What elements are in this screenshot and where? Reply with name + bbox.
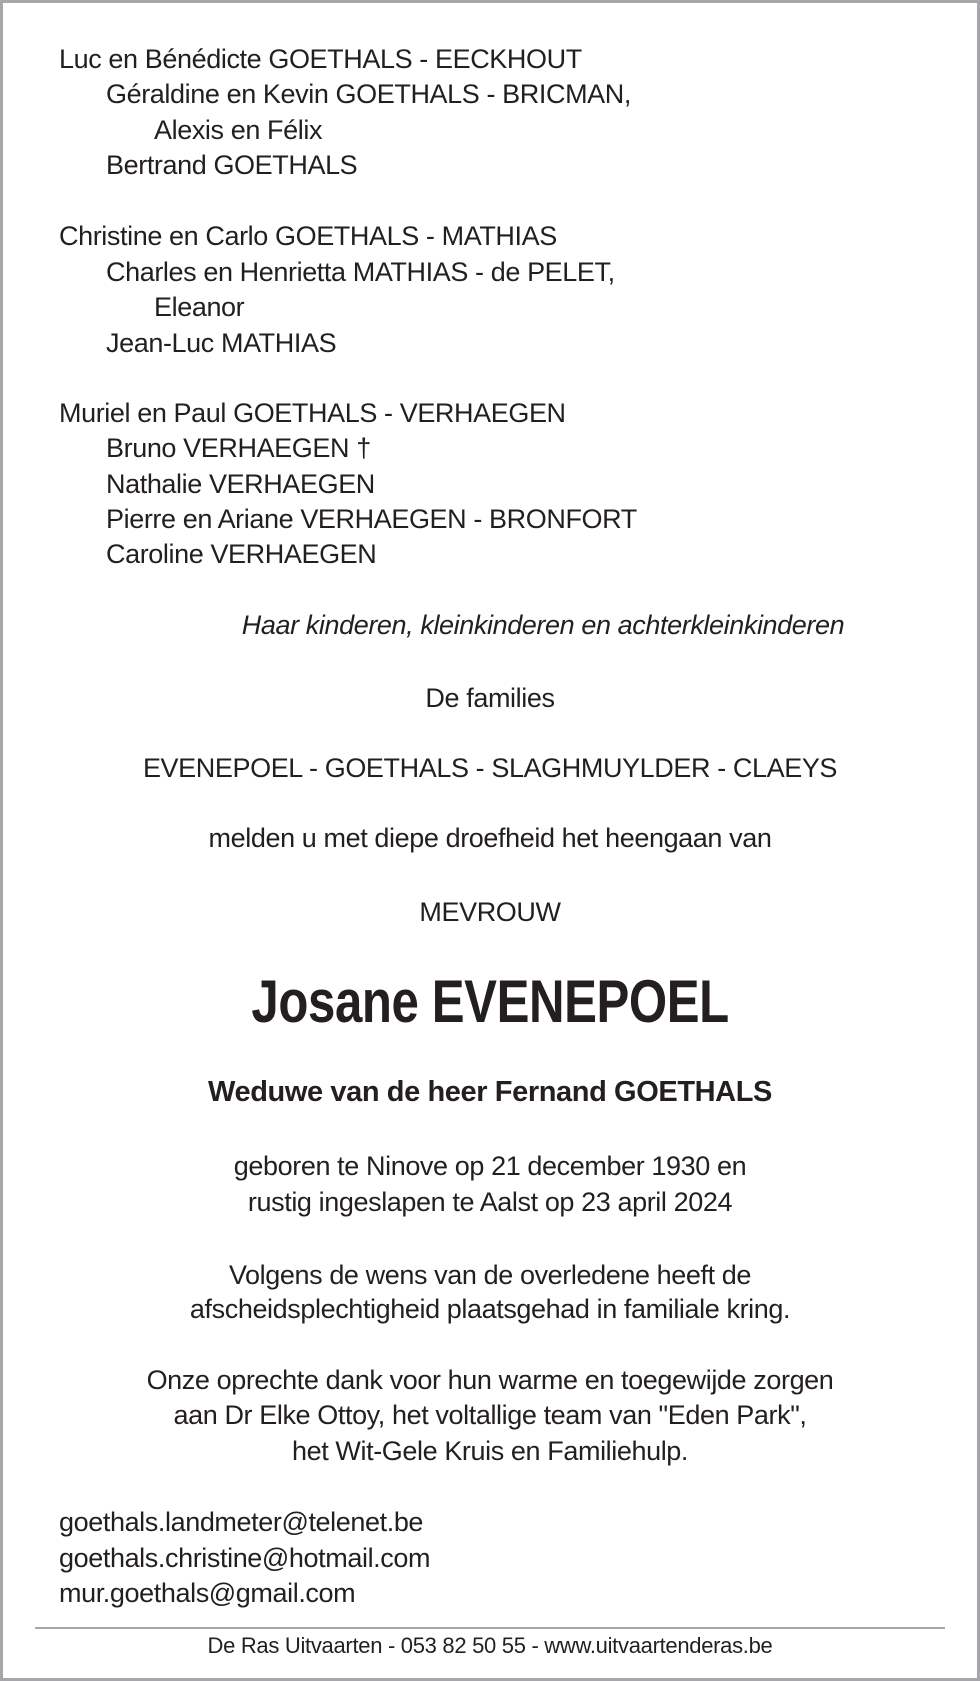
family-line: Caroline VERHAEGEN [106, 539, 377, 569]
family-line: Bertrand GOETHALS [106, 150, 358, 180]
families-label: De families [425, 683, 555, 713]
wish-line: Volgens de wens van de overledene heeft de [228, 1260, 752, 1290]
deceased-name [0, 966, 980, 1054]
family-line: Muriel en Paul GOETHALS - VERHAEGEN [59, 398, 566, 428]
family-line: Pierre en Ariane VERHAEGEN - BRONFORT [106, 504, 637, 534]
signoff: Haar kinderen, kleinkinderen en achterkleinkinderen [241, 610, 845, 640]
email-link[interactable]: mur.goethals@gmail.com [59, 1578, 356, 1608]
email-link[interactable]: goethals.christine@hotmail.com [59, 1543, 431, 1573]
family-line: Charles en Henrietta MATHIAS - de PELET, [106, 257, 615, 287]
thanks-line: het Wit-Gele Kruis en Familiehulp. [291, 1436, 689, 1466]
family-line: Christine en Carlo GOETHALS - MATHIAS [59, 221, 557, 251]
thanks-line: Onze oprechte dank voor hun warme en toegewijde zorgen [146, 1365, 834, 1395]
deceased-name-text: Josane EVENEPOEL [251, 968, 729, 1035]
email-link[interactable]: goethals.landmeter@telenet.be [59, 1507, 424, 1537]
family-line: Luc en Bénédicte GOETHALS - EECKHOUT [59, 44, 582, 74]
footer: De Ras Uitvaarten - 053 82 50 55 - www.uitvaartenderas.be [207, 1633, 773, 1658]
widow-of: Weduwe van de heer Fernand GOETHALS [208, 1076, 772, 1108]
family-line: Eleanor [154, 292, 245, 322]
family-names: EVENEPOEL - GOETHALS - SLAGHMUYLDER - CLAEYS [142, 753, 838, 783]
family-line: Géraldine en Kevin GOETHALS - BRICMAN, [106, 79, 631, 109]
title: MEVROUW [419, 897, 561, 927]
family-line: Nathalie VERHAEGEN [106, 469, 375, 499]
thanks-line: aan Dr Elke Ottoy, het voltallige team van "Eden Park", [173, 1400, 807, 1430]
birth-line: geboren te Ninove op 21 december 1930 en [233, 1151, 747, 1181]
death-line: rustig ingeslapen te Aalst op 23 april 2024 [247, 1187, 733, 1217]
family-line: Jean-Luc MATHIAS [106, 328, 337, 358]
wish-line: afscheidsplechtigheid plaatsgehad in familiale kring. [189, 1294, 791, 1324]
family-line: Alexis en Félix [154, 115, 323, 145]
divider [35, 1627, 945, 1629]
announcement: melden u met diepe droefheid het heengaan van [208, 823, 772, 853]
family-line: Bruno VERHAEGEN † [106, 433, 371, 463]
